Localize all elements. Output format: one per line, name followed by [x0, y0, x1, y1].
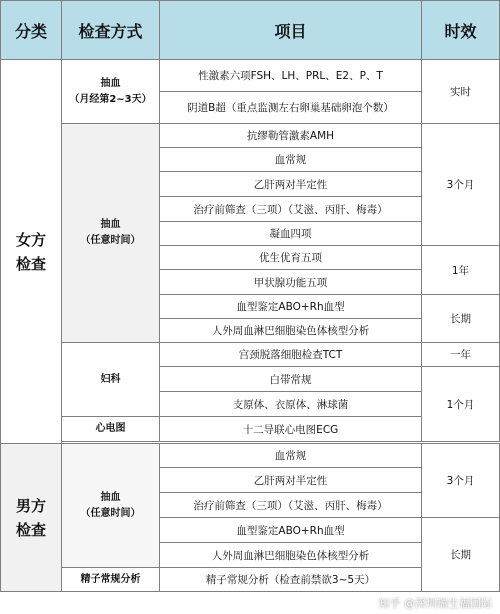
female-category-cell	[1, 60, 62, 444]
table-row	[1, 60, 500, 92]
item-cell: 甲状腺功能五项	[160, 270, 422, 295]
female-blood-period-cell	[62, 60, 160, 124]
validity-cell: 长期	[422, 518, 500, 592]
item-cell: 阴道B超（重点监测左右卵巢基础卵泡个数）	[160, 92, 422, 124]
male-category-text: 男方检查	[15, 496, 46, 539]
male-category-cell	[1, 444, 62, 592]
item-cell: 十二导联心电图ECG	[160, 417, 422, 442]
method-label: 妇科	[100, 373, 121, 385]
header-item: 项目	[160, 1, 422, 60]
method-label: 抽血	[100, 77, 121, 89]
female-ecg-cell	[62, 417, 160, 442]
validity-cell: 3个月	[422, 124, 500, 246]
method-label: 精子常规分析	[80, 573, 141, 585]
validity-cell: 3个月	[422, 444, 500, 518]
item-cell: 血型鉴定ABO+Rh血型	[160, 518, 422, 543]
method-label: 心电图	[95, 423, 126, 434]
item-cell: 血常规	[160, 444, 422, 468]
item-cell: 治疗前筛查（三项）（艾滋、丙肝、梅毒）	[160, 493, 422, 518]
item-cell: 支原体、衣原体、淋球菌	[160, 392, 422, 417]
header-validity: 时效	[422, 1, 500, 60]
item-cell: 血型鉴定ABO+Rh血型	[160, 295, 422, 319]
method-label: 抽血	[100, 219, 121, 230]
method-note: （月经第2~3天）	[69, 93, 152, 105]
item-cell: 血常规	[160, 148, 422, 172]
item-cell: 人外周血淋巴细胞染色体核型分析	[160, 319, 422, 343]
method-note: （任意时间）	[80, 507, 141, 519]
validity-cell: 长期	[422, 295, 500, 343]
validity-cell: 1年	[422, 246, 500, 295]
item-cell: 优生优育五项	[160, 246, 422, 270]
item-cell: 抗缪勒管激素AMH	[160, 124, 422, 148]
item-cell: 乙肝两对半定性	[160, 172, 422, 197]
item-cell: 乙肝两对半定性	[160, 468, 422, 493]
method-note: （任意时间）	[80, 235, 141, 246]
table-row	[1, 444, 500, 468]
header-category: 分类	[1, 1, 62, 60]
table-row	[1, 343, 500, 367]
table-row	[1, 124, 500, 148]
validity-cell: 1个月	[422, 367, 500, 442]
male-semen-cell	[62, 568, 160, 592]
header-method: 检查方式	[62, 1, 160, 60]
male-blood-any-cell	[62, 444, 160, 568]
validity-cell: 实时	[422, 60, 500, 124]
female-blood-any-cell	[62, 124, 160, 343]
item-cell: 宫颈脱落细胞检查TCT	[160, 343, 422, 367]
method-label: 抽血	[100, 491, 121, 503]
item-cell: 治疗前筛查（三项）（艾滋、丙肝、梅毒）	[160, 197, 422, 222]
female-gyn-cell	[62, 343, 160, 417]
table-header-row	[1, 1, 500, 60]
item-cell: 人外周血淋巴细胞染色体核型分析	[160, 543, 422, 568]
validity-cell: 一年	[422, 343, 500, 367]
item-cell: 白带常规	[160, 367, 422, 392]
item-cell: 性激素六项FSH、LH、PRL、E2、P、T	[160, 60, 422, 92]
female-category-text: 女方检查	[15, 230, 46, 273]
watermark-text: 知乎 @深圳瑞生福国际	[378, 597, 492, 610]
item-cell: 精子常规分析（检查前禁欲3~5天）	[160, 568, 422, 592]
item-cell: 凝血四项	[160, 222, 422, 246]
